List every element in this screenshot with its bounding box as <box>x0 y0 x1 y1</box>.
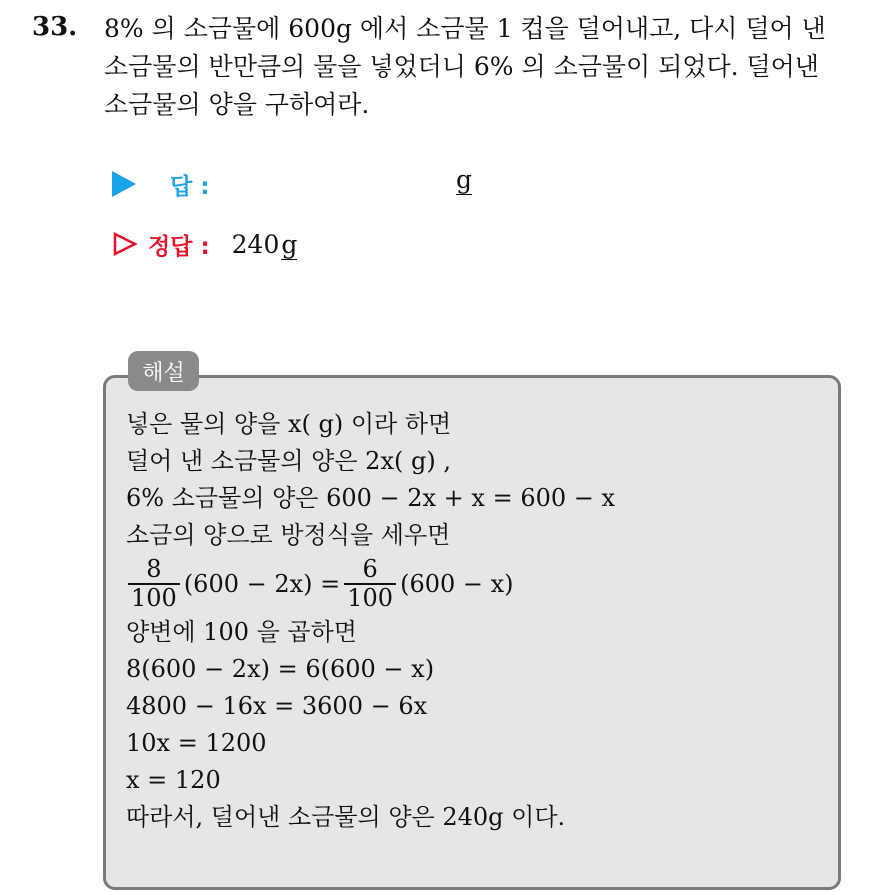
solution-tab: 해설 <box>128 351 199 391</box>
solution-line: 6% 소금물의 양은 600 − 2x + x = 600 − x <box>126 484 616 512</box>
equation-part: (600 − 2x) = <box>183 569 341 598</box>
question-line: 소금물의 양을 구하여라. <box>104 90 370 119</box>
fraction-denominator: 100 <box>131 583 177 612</box>
solution-body <box>126 406 615 836</box>
correct-answer-row <box>112 224 297 264</box>
solution-line: 덜어 낸 소금물의 양은 2x( g) , <box>126 447 451 475</box>
correct-answer-unit: g <box>281 229 298 259</box>
question-number: 33. <box>32 12 78 42</box>
answer-label: 답 : <box>170 173 210 200</box>
question-text <box>104 10 874 124</box>
solution-equation <box>126 554 615 614</box>
fraction-numerator: 8 <box>146 555 162 584</box>
solution-line: 소금의 양으로 방정식을 세우면 <box>126 521 451 549</box>
question-line: 8% 의 소금물에 600g 에서 소금물 1 컵을 덜어내고, 다시 덜어 낸 <box>104 14 826 43</box>
fraction-denominator: 100 <box>347 583 394 612</box>
solution-line: 양변에 100 을 곱하면 <box>126 618 357 646</box>
fraction-numerator: 6 <box>362 555 378 584</box>
solution-line: 8(600 − 2x) = 6(600 − x) <box>126 655 435 683</box>
solution-line: 따라서, 덜어낸 소금물의 양은 240g 이다. <box>126 803 566 831</box>
solution-line: 10x = 1200 <box>126 729 267 757</box>
question-line: 소금물의 반만큼의 물을 넣었더니 6% 의 소금물이 되었다. 덜어낸 <box>104 52 819 81</box>
solution-line: x = 120 <box>126 766 221 794</box>
outline-triangle-icon <box>112 231 138 257</box>
answer-unit: g <box>456 165 473 194</box>
fraction-right <box>344 556 396 612</box>
correct-answer-value: 240g <box>231 229 298 259</box>
answer-row <box>112 164 512 204</box>
equation-part: (600 − x) <box>400 569 514 598</box>
solution-line: 4800 − 16x = 3600 − 6x <box>126 692 428 720</box>
solution-line: 넣은 물의 양을 x( g) 이라 하면 <box>126 410 452 438</box>
correct-answer-label: 정답 : <box>148 233 210 260</box>
play-triangle-icon <box>112 171 136 197</box>
fraction-left <box>128 556 180 612</box>
